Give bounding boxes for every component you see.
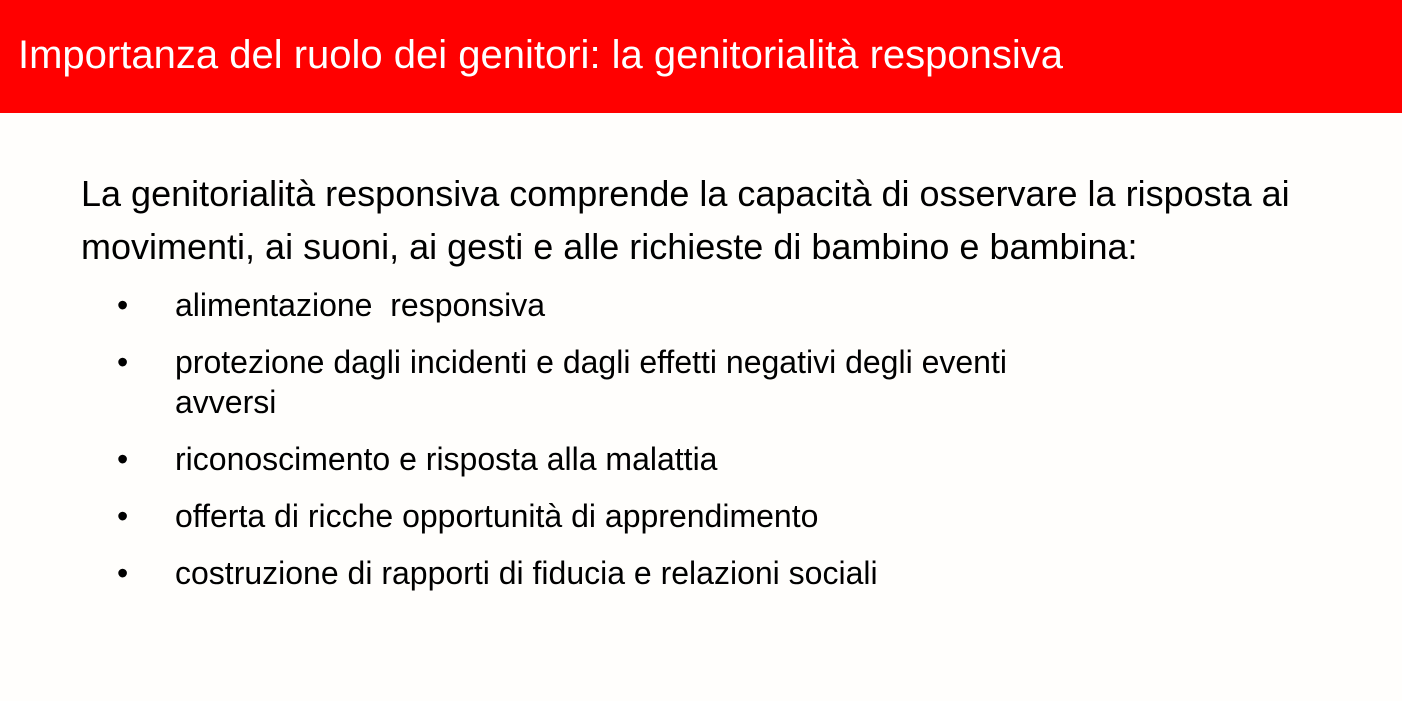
bullet-item-feeding xyxy=(81,285,1055,325)
slide-title: Importanza del ruolo dei genitori: la genitorialità responsiva xyxy=(18,33,1064,77)
intro-text: La genitorialità responsiva comprende la capacità di osservare la risposta ai movimenti, ai suoni, ai gesti e alle richieste di bambino e bambina: xyxy=(81,173,1290,267)
bullet-icon: • xyxy=(117,498,129,534)
bullet-list xyxy=(81,285,1381,593)
bullet-text: protezione dagli incidenti e dagli effetti negativi degli eventi avversi xyxy=(175,344,1007,420)
bullet-text: alimentazione responsiva xyxy=(175,287,545,323)
bullet-list-wrap xyxy=(81,285,1381,593)
bullet-item-illness xyxy=(81,439,1055,479)
bullet-icon: • xyxy=(117,441,129,477)
bullet-item-trust xyxy=(81,553,1055,593)
bullet-icon: • xyxy=(117,287,129,323)
bullet-item-learning xyxy=(81,496,1055,536)
bullet-icon: • xyxy=(117,344,129,380)
bullet-text: costruzione di rapporti di fiducia e relazioni sociali xyxy=(175,555,878,591)
bullet-icon: • xyxy=(117,555,129,591)
title-bar xyxy=(0,0,1402,113)
bullet-text: riconoscimento e risposta alla malattia xyxy=(175,441,718,477)
bullet-item-protection xyxy=(81,342,1055,422)
slide-content xyxy=(81,167,1381,593)
bullet-text: offerta di ricche opportunità di apprendimento xyxy=(175,498,819,534)
